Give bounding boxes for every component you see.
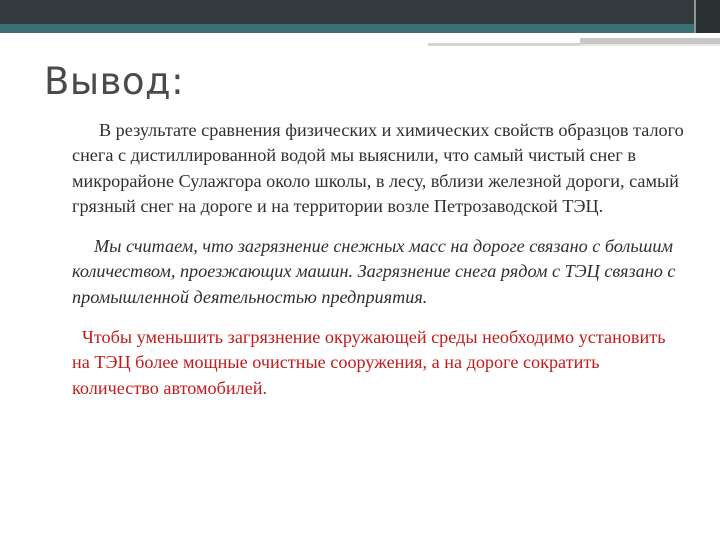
header-rule — [428, 43, 580, 46]
slide-body — [72, 118, 684, 401]
conclusion-paragraph: В результате сравнения физических и химических свойств образцов талого снега с дистиллированной водой мы выяснили, что самый чистый снег в микрорайоне Сулажгора около школы, в лесу, вблизи железной дороги, самый грязный снег на дороге и на территории возле Петрозаводской ТЭЦ. — [72, 120, 684, 216]
recommendation-paragraph: Чтобы уменьшить загрязнение окружающей среды необходимо установить на ТЭЦ более мощные очистные сооружения, а на дороге сократить количество автомобилей. — [72, 327, 666, 398]
header-dark-strip — [0, 0, 720, 24]
header-rule — [580, 44, 720, 46]
header-corner-edge — [694, 0, 696, 33]
cause-paragraph: Мы считаем, что загрязнение снежных масс на дороге связано с большим количеством, проезжающих машин. Загрязнение снега рядом с ТЭЦ связано с промышленной деятельностью предприятия. — [72, 236, 676, 307]
slide-title: Вывод: — [44, 60, 185, 103]
header-accent-strip — [0, 24, 720, 33]
header-corner-tab — [694, 0, 720, 33]
